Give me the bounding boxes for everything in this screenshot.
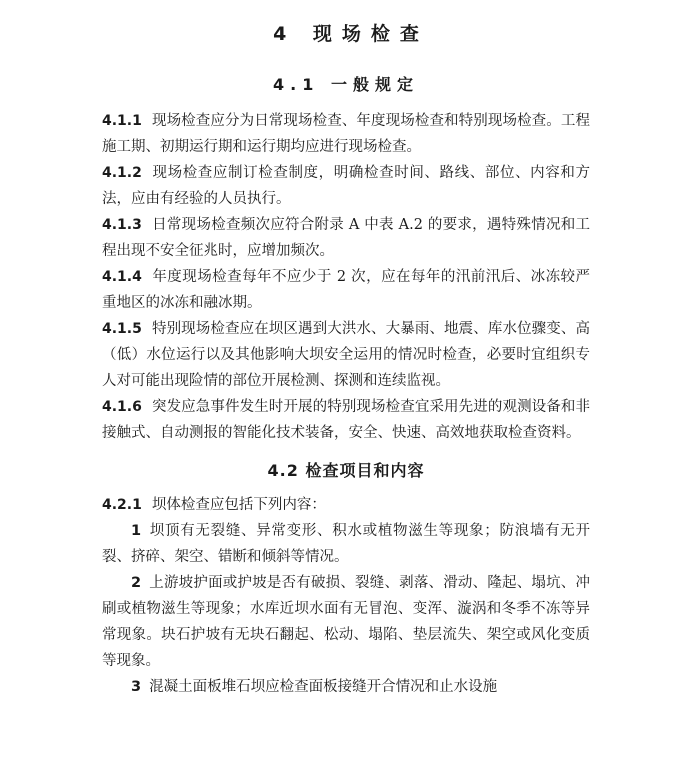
clause-4-1-4 — [102, 264, 590, 316]
clause-number: 4.1.6 — [102, 399, 142, 415]
clause-number: 4.1.1 — [102, 113, 142, 129]
clause-text: 突发应急事件发生时开展的特别现场检查宜采用先进的观测设备和非接触式、自动测报的智能化技术装备，安全、快速、高效地获取检查资料。 — [102, 399, 590, 441]
clause-text: 现场检查应分为日常现场检查、年度现场检查和特别现场检查。工程施工期、初期运行期和运行期均应进行现场检查。 — [102, 113, 590, 155]
clause-4-1-2 — [102, 160, 590, 212]
item-text: 上游坡护面或护坡是否有破损、裂缝、剥落、滑动、隆起、塌坑、冲刷或植物滋生等现象；水库近坝水面有无冒泡、变浑、漩涡和冬季不冻等异常现象。块石护坡有无块石翻起、松动、塌陷、垫层流失、架空或风化变质等现象。 — [102, 575, 590, 669]
clause-number: 4.2.1 — [102, 497, 142, 513]
item-number: 2 — [131, 575, 142, 591]
clause-4-1-6 — [102, 394, 590, 446]
clause-text: 日常现场检查频次应符合附录 A 中表 A.2 的要求，遇特殊情况和工程出现不安全征兆时，应增加频次。 — [102, 217, 590, 259]
clause-number: 4.1.2 — [102, 165, 142, 181]
clause-number: 4.1.5 — [102, 321, 142, 337]
list-item — [102, 518, 590, 570]
section-title-4-1: 4.1 一般规定 — [273, 75, 419, 94]
clause-4-1-3 — [102, 212, 590, 264]
document-page — [102, 14, 590, 700]
item-number: 1 — [131, 523, 142, 539]
section-4-1-clauses — [102, 108, 590, 446]
clause-4-1-5 — [102, 316, 590, 394]
item-number: 3 — [131, 679, 142, 695]
clause-text: 年度现场检查每年不应少于 2 次，应在每年的汛前汛后、冰冻较严重地区的冰冻和融冰期。 — [102, 269, 590, 311]
clause-number: 4.1.3 — [102, 217, 142, 233]
clause-4-2-1 — [102, 492, 590, 518]
section-title-4-2: 4.2 检查项目和内容 — [267, 461, 425, 480]
clause-4-2-1-items — [102, 518, 590, 700]
clause-text: 现场检查应制订检查制度，明确检查时间、路线、部位、内容和方法，应由有经验的人员执行。 — [102, 165, 590, 207]
clause-text: 坝体检查应包括下列内容： — [151, 497, 326, 513]
item-text: 坝顶有无裂缝、异常变形、积水或植物滋生等现象；防浪墙有无开裂、挤碎、架空、错断和倾斜等情况。 — [102, 523, 590, 565]
list-item — [102, 570, 590, 674]
item-text: 混凝土面板堆石坝应检查面板接缝开合情况和止水设施 — [149, 679, 498, 695]
clause-4-1-1 — [102, 108, 590, 160]
list-item — [102, 674, 590, 700]
clause-text: 特别现场检查应在坝区遇到大洪水、大暴雨、地震、库水位骤变、高（低）水位运行以及其他影响大坝安全运用的情况时检查，必要时宜组织专人对可能出现险情的部位开展检测、探测和连续监视。 — [102, 321, 590, 389]
chapter-title: 4 现场检查 — [273, 23, 429, 45]
clause-number: 4.1.4 — [102, 269, 142, 285]
